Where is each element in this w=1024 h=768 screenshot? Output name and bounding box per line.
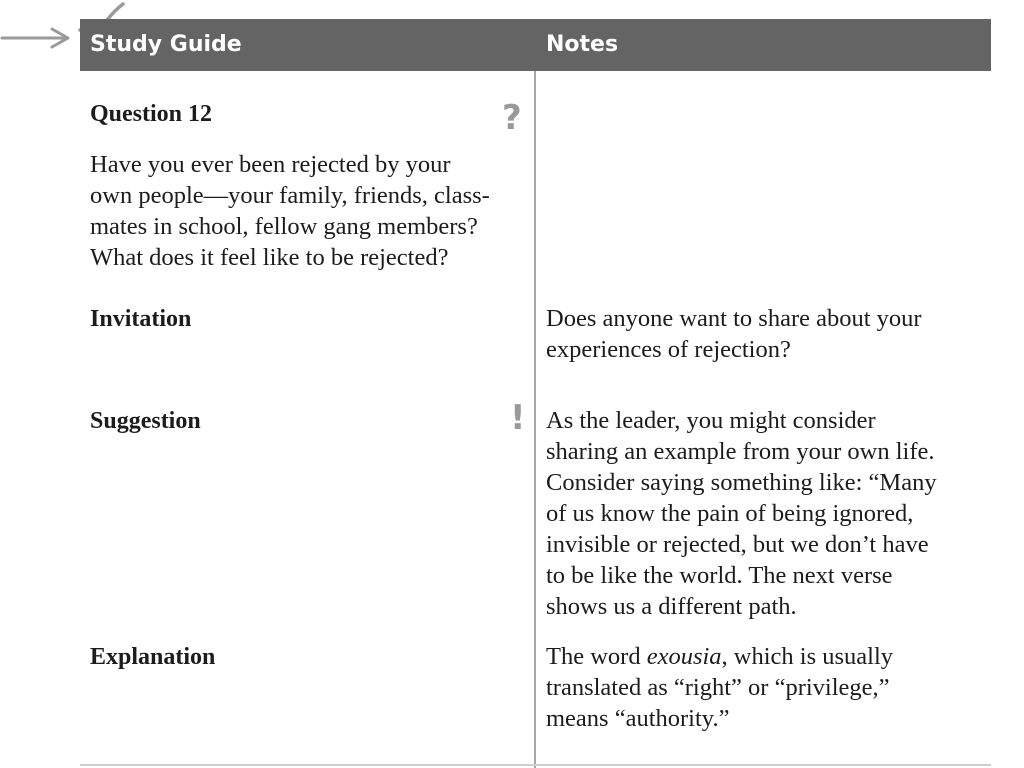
study-guide-column-header: Study Guide [90, 32, 242, 57]
suggestion-line-3: Consider saying something like: “Many [546, 469, 937, 496]
bottom-rule [80, 764, 991, 766]
question-heading: Question 12 [90, 101, 213, 127]
suggestion-text [546, 405, 986, 622]
invitation-text [546, 303, 986, 365]
suggestion-line-6: to be like the world. The next verse [546, 562, 893, 589]
explanation-text [546, 641, 986, 734]
arrow-right-icon [0, 26, 72, 50]
column-divider [534, 71, 536, 768]
suggestion-heading: Suggestion [90, 408, 201, 434]
question-line-4: What does it feel like to be rejected? [90, 244, 449, 271]
explanation-line-1-end: , which is usually [721, 643, 894, 670]
question-text [90, 149, 510, 273]
suggestion-line-2: sharing an example from your own life. [546, 438, 935, 465]
question-line-1: Have you ever been rejected by your [90, 151, 451, 178]
suggestion-line-4: of us know the pain of being ignored, [546, 500, 914, 527]
explanation-line-2: translated as “right” or “privilege,” [546, 674, 890, 701]
explanation-line-1-start: The word [546, 643, 647, 670]
invitation-line-1: Does anyone want to share about your [546, 305, 922, 332]
explanation-term: exousia [646, 643, 722, 670]
explanation-line-3: means “authority.” [546, 705, 730, 732]
suggestion-line-7: shows us a different path. [546, 593, 797, 620]
question-line-3: mates in school, fellow gang members? [90, 213, 478, 240]
invitation-heading: Invitation [90, 306, 192, 332]
question-line-2: own people—your family, friends, class- [90, 182, 490, 209]
suggestion-line-5: invisible or rejected, but we don’t have [546, 531, 929, 558]
table-header-bar [80, 19, 991, 71]
suggestion-line-1: As the leader, you might consider [546, 407, 876, 434]
question-mark-icon: ? [502, 98, 522, 138]
invitation-line-2: experiences of rejection? [546, 336, 791, 363]
notes-column-header: Notes [546, 32, 619, 57]
explanation-heading: Explanation [90, 644, 216, 670]
exclamation-icon: ! [510, 398, 526, 438]
